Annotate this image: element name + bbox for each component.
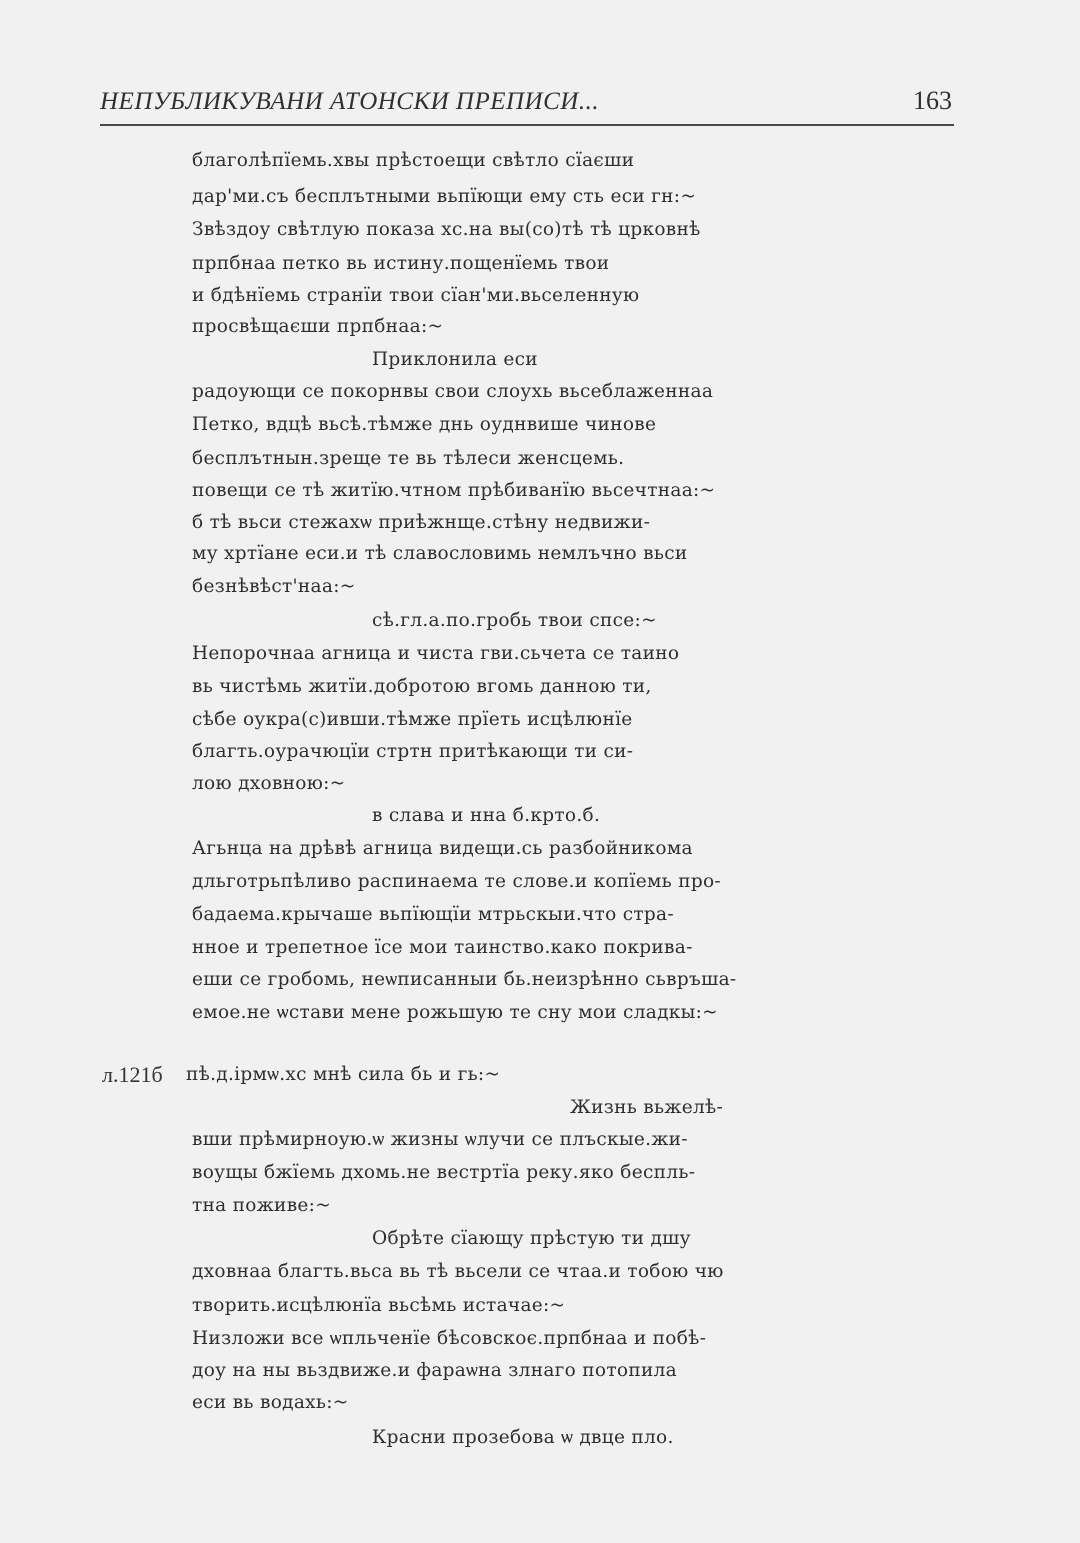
text-line: еси вь водахь:~ xyxy=(192,1392,349,1413)
text-line: дховнаа благть.вьса вь тѣ вьсели се чтаа.и тобою чю xyxy=(192,1261,724,1282)
text-line: Звѣздоу свѣтлую показа хс.на вы(со)тѣ тѣ црковнѣ xyxy=(192,219,701,240)
text-line: благолѣпїемь.хвы прѣстоещи свѣтло сїаєши xyxy=(192,150,635,171)
text-line: дльготрьпѣливо распинаема те слове.и копїемь про- xyxy=(192,871,721,892)
text-line: Жизнь вьжелѣ- xyxy=(570,1097,724,1118)
text-line: еши се гробомь, неѡписанныи бь.неизрѣнно сьвръша- xyxy=(192,969,737,990)
text-line: воущы бжїемь дхомь.не вестртїа реку.яко беспль- xyxy=(192,1162,696,1183)
text-line: благть.оурачюцїи стртн притѣкающи ти си- xyxy=(192,741,634,762)
text-line: доу на ны вьздвиже.и фараѡна злнаго потопила xyxy=(192,1360,677,1381)
text-line: вши прѣмирноую.ѡ жизны ѡлучи се плъскые.жи- xyxy=(192,1129,688,1150)
text-line: тна поживе:~ xyxy=(192,1195,331,1216)
running-title: НЕПУБЛИКУВАНИ АТОНСКИ ПРЕПИСИ... xyxy=(100,88,600,115)
text-line: Непорочнаа агница и чиста гви.сьчета се таино xyxy=(192,643,680,664)
text-line: дар'ми.съ бесплътными вьпїющи ему сть еси гн:~ xyxy=(192,186,697,207)
page-number: 163 xyxy=(913,86,952,115)
text-line: в слава и нна б.крто.б. xyxy=(372,805,601,826)
text-line: бесплътнын.зреще те вь тѣлеси женсцемь. xyxy=(192,448,625,469)
text-line: вь чистѣмь житїи.добротою вгомь данною ти, xyxy=(192,676,652,697)
text-line: Петко, вдцѣ вьсѣ.тѣмже днь оуднвише чинове xyxy=(192,414,657,435)
text-line: Обрѣте сїающу прѣстую ти дшу xyxy=(372,1228,691,1249)
text-line: бадаема.крычаше вьпїющїи мтрьскыи.что стра- xyxy=(192,904,674,925)
text-line: повещи се тѣ житїю.чтном прѣбиванїю вьсечтнаа:~ xyxy=(192,480,716,501)
text-line: Красни прозебова ѡ двце пло. xyxy=(372,1427,674,1448)
text-line: Низложи все ѡпльченїе бѣсовскоє.прпбнаа и побѣ- xyxy=(192,1328,707,1349)
text-line: сѣбе оукра(с)ивши.тѣмже прїеть исцѣлюнїе xyxy=(192,709,633,730)
text-line: Агьнца на дрѣвѣ агница видещи.сь разбойникома xyxy=(192,838,693,859)
text-line: пѣ.д.ірмѡ.хс мнѣ сила бь и гь:~ xyxy=(186,1064,501,1085)
text-line: б тѣ вьси стежахѡ приѣжнще.стѣну недвижи- xyxy=(192,512,651,533)
folio-marker: л.121б xyxy=(102,1062,163,1087)
text-line: безнѣвѣст'наа:~ xyxy=(192,576,356,597)
text-line: Приклонила еси xyxy=(372,349,538,370)
text-line: сѣ.гл.а.по.гробь твои спсе:~ xyxy=(372,610,657,631)
header-rule xyxy=(100,124,954,126)
text-line: нное и трепетное їсе мои таинство.како покрива- xyxy=(192,937,693,958)
text-line: творить.исцѣлюнїа вьсѣмь истачае:~ xyxy=(192,1295,566,1316)
text-line: радоующи се покорнвы свои слоухь вьсеблаженнаа xyxy=(192,381,714,402)
text-line: просвѣщаєши прпбнаа:~ xyxy=(192,316,444,337)
text-line: му хртїане еси.и тѣ славословимь немлъчно вьси xyxy=(192,543,688,564)
text-line: прпбнаа петко вь истину.пощенїемь твои xyxy=(192,253,610,274)
text-line: лою дховною:~ xyxy=(192,773,346,794)
text-line: емое.не ѡстави мене рожьшую те сну мои сладкы:~ xyxy=(192,1002,718,1023)
text-line: и бдѣнїемь странїи твои сїан'ми.вьселенную xyxy=(192,285,640,306)
